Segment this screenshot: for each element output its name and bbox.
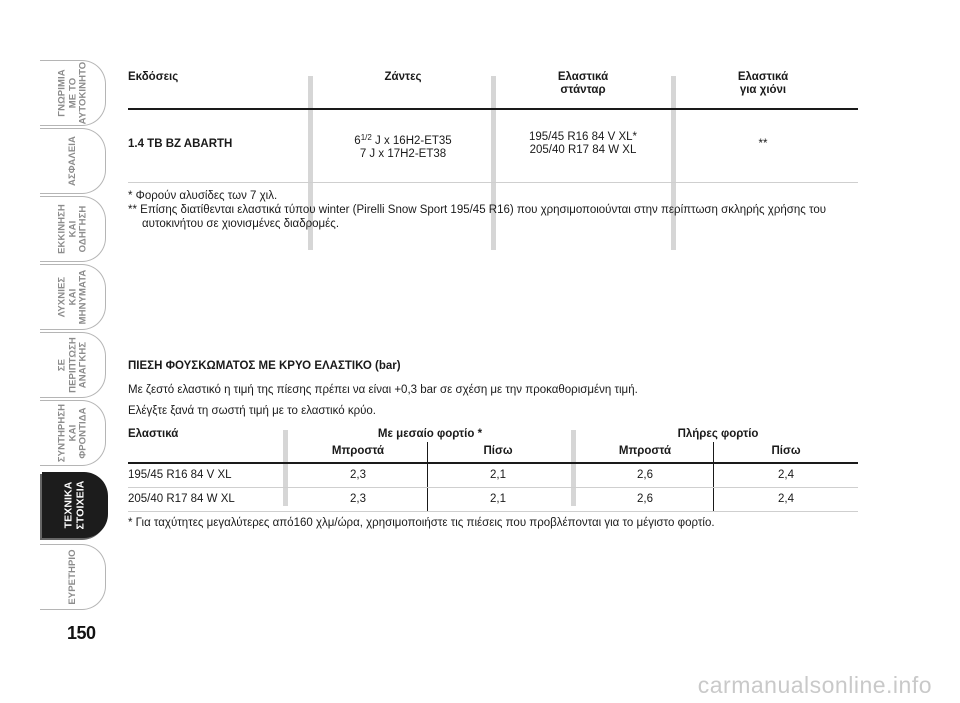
value-cell: 2,1 — [490, 493, 506, 505]
tab-starting-driving[interactable] — [40, 196, 106, 262]
rim-rest: J x 16H2-ET35 — [371, 135, 452, 147]
pressure-footnote: * Για ταχύτητες μεγαλύτερες από160 χλμ/ώρα, χρησιμοποιήστε τις πιέσεις που προβλέπονται για το μέγιστο φορτίο. — [128, 517, 715, 529]
tab-warning-lights[interactable] — [40, 264, 106, 330]
table-row — [128, 464, 858, 488]
tyre-cell: 205/40 R17 84 W XL — [128, 493, 235, 505]
value-cell: 2,1 — [490, 469, 506, 481]
tab-label: ΓΝΩΡΙΜΙΑ ΜΕ ΤΟ ΑΥΤΟΚΙΝΗΤΟ — [55, 61, 88, 125]
value-cell: 2,3 — [350, 469, 366, 481]
intro-line: Με ζεστό ελαστικό η τιμή της πίεσης πρέπει να είναι +0,3 bar σε σχέση με την προκαθορισμένη τιμή. — [128, 384, 638, 396]
section-title: ΠΙΕΣΗ ΦΟΥΣΚΩΜΑΤΟΣ ΜΕ ΚΡΥΟ ΕΛΑΣΤΙΚΟ (bar) — [128, 360, 401, 372]
rim-line: 7 J x 17H2-ET38 — [359, 148, 447, 160]
header-rear: Πίσω — [771, 445, 801, 457]
footnote-winter-tyres: ** Επίσης διατίθενται ελαστικά τύπου winter (Pirelli Snow Sport 195/45 R16) που χρησιμοποιούνται στην περίπτωση σκληρής χρήσης του αυτοκινήτου σε χιονισμένες διαδρομές. — [128, 204, 827, 230]
rim-fraction: 1/2 — [360, 133, 372, 142]
table-row — [128, 110, 858, 183]
footnote-chains: * Φορούν αλυσίδες των 7 χιλ. — [128, 190, 278, 202]
tab-emergency[interactable] — [40, 332, 106, 398]
tab-maintenance[interactable] — [40, 400, 106, 466]
table-header-group — [128, 424, 858, 442]
header-snow-tyres — [678, 71, 848, 97]
tyre-line: 195/45 R16 84 V XL* — [528, 131, 638, 143]
header-medium-load: Με μεσαίο φορτίο * — [377, 428, 483, 440]
wheels-table — [128, 70, 858, 183]
intro-line: Ελέγξτε ξανά τη σωστή τιμή με το ελαστικό κρύο. — [128, 405, 376, 417]
rim-line — [318, 131, 488, 148]
header-front: Μπροστά — [618, 445, 672, 457]
tab-label: ΕΥΡΕΤΗΡΙΟ — [66, 549, 78, 605]
rim-whole: 6 — [354, 135, 361, 147]
header-versions: Εκδόσεις — [128, 71, 179, 83]
watermark: carmanualsonline.info — [697, 672, 932, 698]
value-cell: 2,4 — [778, 493, 794, 505]
table-subheader — [128, 442, 858, 464]
value-cell: 2,6 — [637, 493, 653, 505]
tyre-line: 205/40 R17 84 W XL — [529, 144, 637, 156]
tab-safety[interactable] — [40, 128, 106, 194]
table-header — [128, 70, 858, 110]
tab-label: ΤΕΧΝΙΚΑ ΣΤΟΙΧΕΙΑ — [62, 480, 86, 530]
section-intro — [128, 380, 858, 422]
header-line: Ελαστικά — [737, 71, 789, 83]
value-cell: 2,4 — [778, 469, 794, 481]
header-standard-tyres — [498, 71, 668, 97]
tyres-cell — [498, 131, 668, 157]
value-cell: 2,3 — [350, 493, 366, 505]
table-row — [128, 488, 858, 512]
header-front: Μπροστά — [331, 445, 385, 457]
rims-cell — [318, 131, 488, 161]
tab-technical-data[interactable] — [42, 472, 108, 538]
tab-label: ΣΕ ΠΕΡΙΠΤΩΣΗ ΑΝΑΓΚΗΣ — [55, 337, 88, 393]
version-cell: 1.4 TB BZ ABARTH — [128, 138, 233, 150]
tab-index[interactable] — [40, 544, 106, 610]
header-line: Ελαστικά — [557, 71, 609, 83]
header-rims: Ζάντες — [384, 71, 422, 83]
tyre-cell: 195/45 R16 84 V XL — [128, 469, 232, 481]
header-line: στάνταρ — [560, 84, 606, 96]
header-rear: Πίσω — [483, 445, 513, 457]
pressure-table — [128, 424, 858, 512]
header-full-load: Πλήρες φορτίο — [677, 428, 759, 440]
tab-label: ΛΥΧΝΙΕΣ ΚΑΙ ΜΗΝΥΜΑΤΑ — [55, 269, 88, 325]
tab-getting-to-know[interactable] — [40, 60, 106, 126]
snow-cell: ** — [758, 138, 768, 150]
page-number: 150 — [67, 623, 96, 643]
header-line: για χιόνι — [739, 84, 787, 96]
tab-label: ΕΚΚΙΝΗΣΗ ΚΑΙ ΟΔΗΓΗΣΗ — [55, 204, 88, 254]
header-tyres: Ελαστικά — [128, 428, 179, 440]
value-cell: 2,6 — [637, 469, 653, 481]
tab-label: ΑΣΦΑΛΕΙΑ — [66, 136, 78, 186]
wheels-footnotes — [128, 189, 863, 231]
tab-label: ΣΥΝΤΗΡΗΣΗ ΚΑΙ ΦΡΟΝΤΙΔΑ — [55, 403, 88, 463]
